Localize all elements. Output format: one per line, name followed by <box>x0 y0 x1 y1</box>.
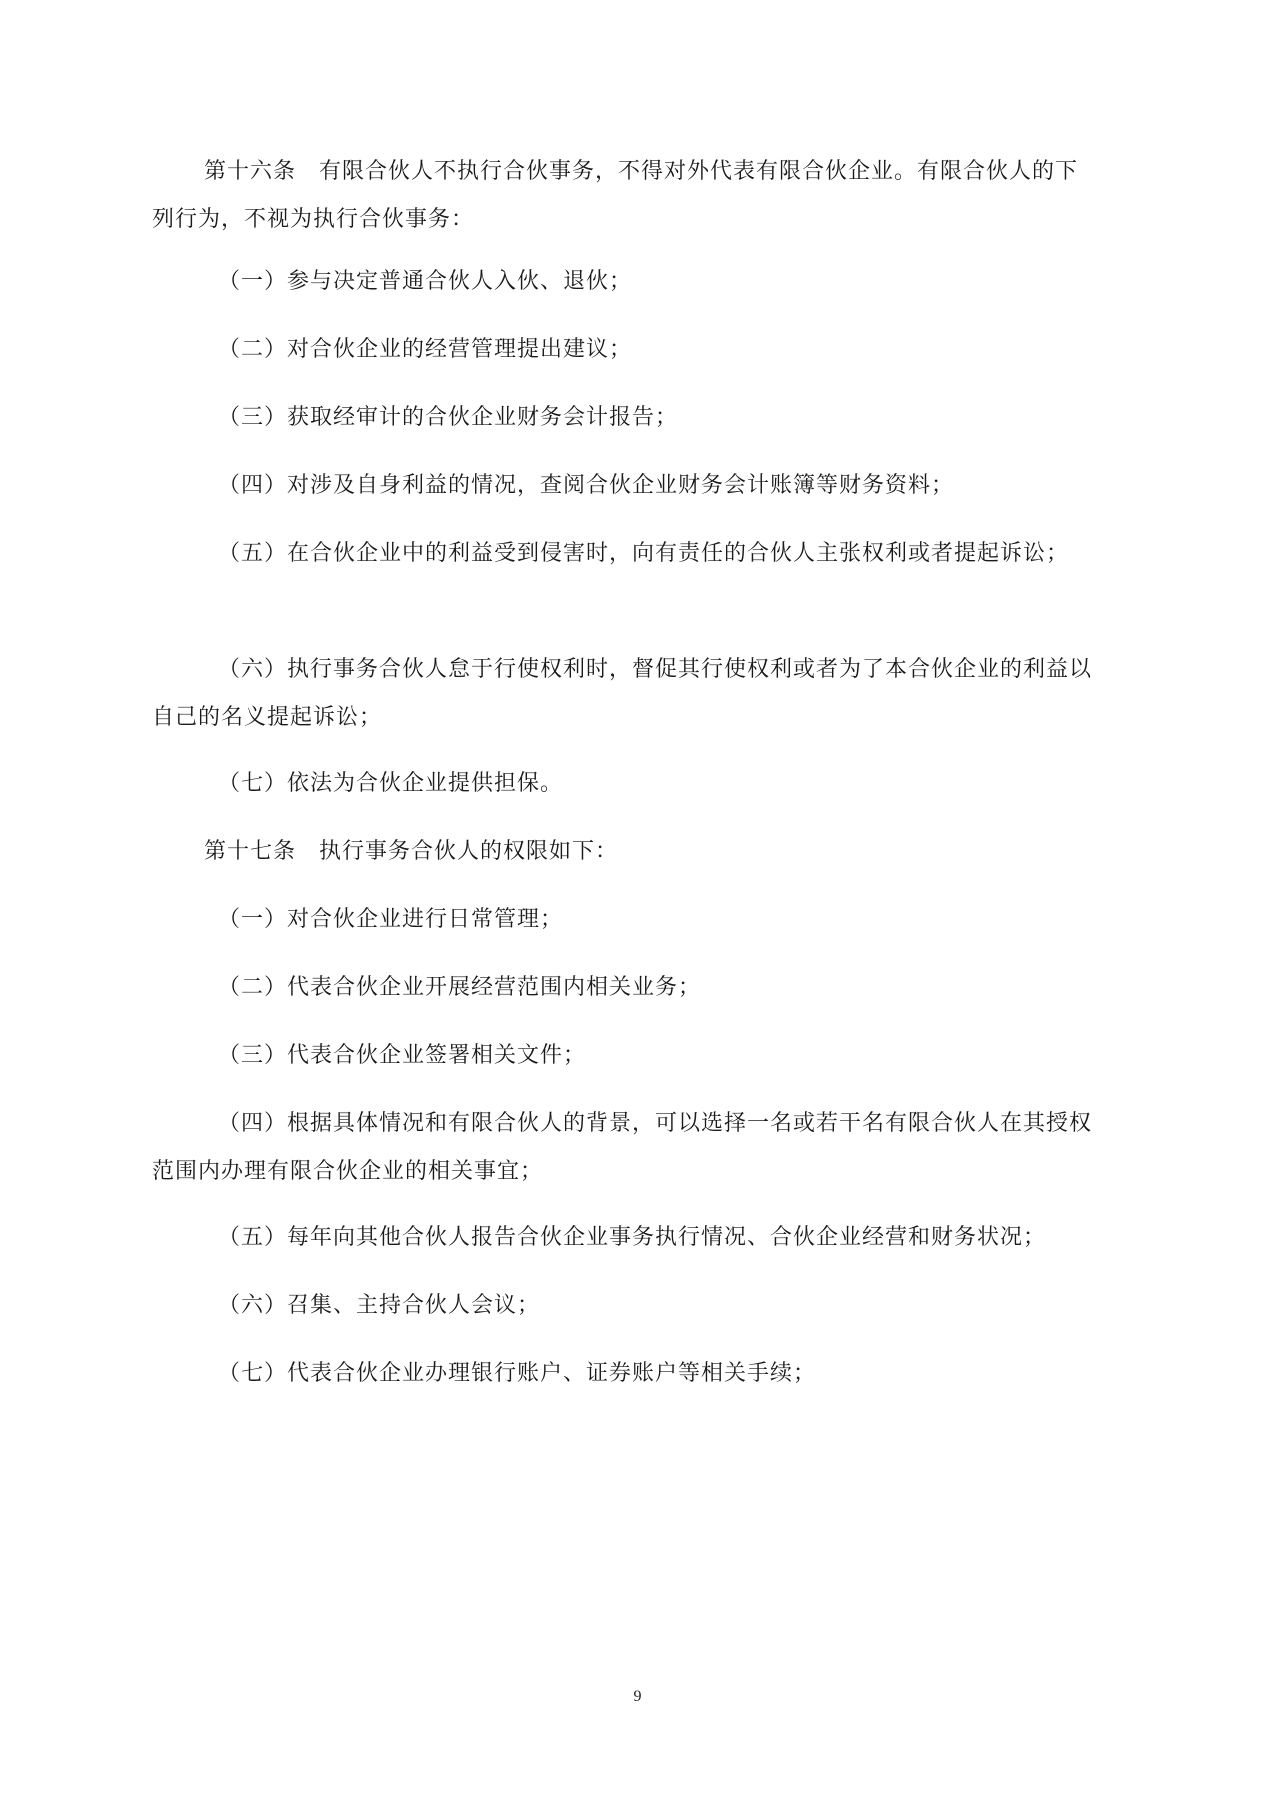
article-16-item-5: （五）在合伙企业中的利益受到侵害时，向有责任的合伙人主张权利或者提起诉讼； <box>218 541 1070 566</box>
article-16-intro: 第十六条 有限合伙人不执行合伙事务，不得对外代表有限合伙企业。有限合伙人的下列行为，不视为执行合伙事务： <box>152 159 1079 232</box>
article-17-item-5: （五）每年向其他合伙人报告合伙企业事务执行情况、合伙企业经营和财务状况； <box>218 1225 1047 1250</box>
article-17-item-7: （七）代表合伙企业办理银行账户、证券账户等相关手续； <box>218 1361 817 1386</box>
article-16-item-4: （四）对涉及自身利益的情况，查阅合伙企业财务会计账簿等财务资料； <box>218 473 955 498</box>
article-17-item-3: （三）代表合伙企业签署相关文件； <box>218 1043 587 1068</box>
article-16-item-7: （七）依法为合伙企业提供担保。 <box>218 771 564 796</box>
article-16-item-3: （三）获取经审计的合伙企业财务会计报告； <box>218 405 679 430</box>
article-16-item-6: （六）执行事务合伙人怠于行使权利时，督促其行使权利或者为了本合伙企业的利益以自己的名义提起诉讼； <box>152 657 1093 730</box>
article-16-item-2: （二）对合伙企业的经营管理提出建议； <box>218 337 633 362</box>
article-17-item-6: （六）召集、主持合伙人会议； <box>218 1293 541 1318</box>
page-number: 9 <box>633 1688 642 1705</box>
article-17-item-4: （四）根据具体情况和有限合伙人的背景，可以选择一名或若干名有限合伙人在其授权范围内办理有限合伙企业的相关事宜； <box>152 1111 1093 1184</box>
article-16-item-1: （一）参与决定普通合伙人入伙、退伙； <box>218 269 633 294</box>
article-17-item-1: （一）对合伙企业进行日常管理； <box>218 907 564 932</box>
article-17-intro: 第十七条 执行事务合伙人的权限如下： <box>204 839 619 864</box>
article-17-item-2: （二）代表合伙企业开展经营范围内相关业务； <box>218 975 702 1000</box>
